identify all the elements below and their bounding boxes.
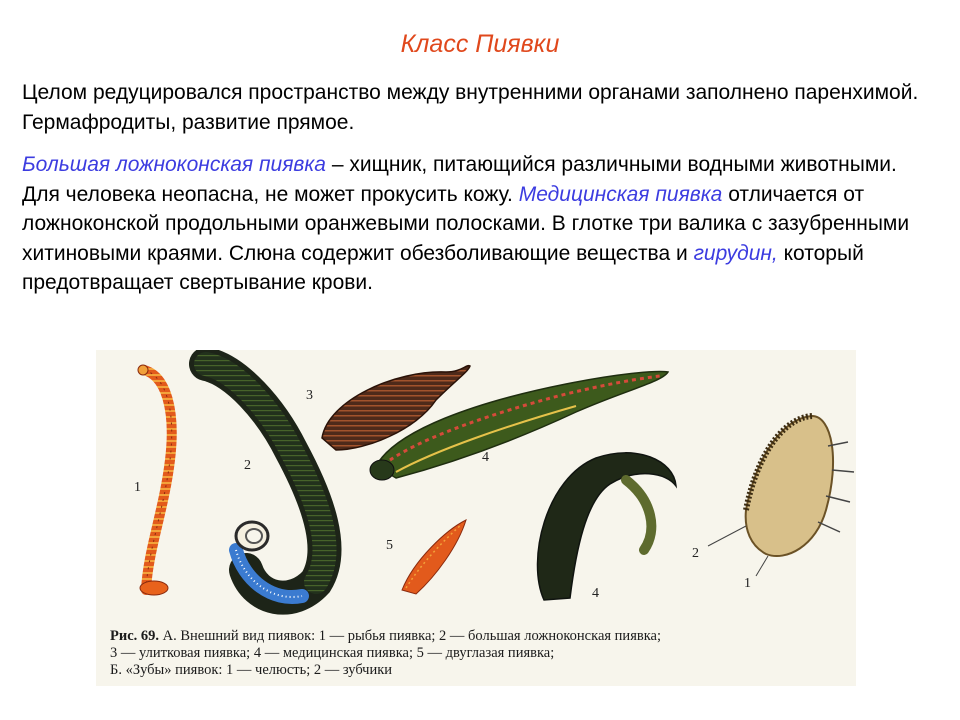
- label-5: 5: [386, 538, 393, 553]
- text-medical-leech-desc: отличается от ложноконской продольными оранжевыми полосками. В глотке три валика с зазубренными хитиновыми краями. Слюна содержит обезболивающие вещества и: [22, 182, 910, 265]
- slide-title: Класс Пиявки: [400, 30, 560, 58]
- leeches-figure: [96, 350, 856, 686]
- fish-leech: [138, 365, 172, 595]
- label-4a: 4: [482, 450, 489, 465]
- text-horse-leech-desc: – хищник, питающийся различными водными животными. Для человека неопасна, не может прокусить кожу.: [22, 153, 897, 206]
- caption-line-1: А. Внешний вид пиявок: 1 — рыбья пиявка; 2 — большая ложноконская пиявка;: [159, 628, 662, 644]
- leech-jaw: [708, 416, 854, 576]
- label-jaw-2: 2: [692, 546, 699, 561]
- two-eyed-leech: [402, 520, 466, 594]
- caption-figure-number: Рис. 69.: [110, 628, 160, 644]
- paragraph-coelom: Целом редуцировался пространство между внутренними органами заполнено паренхимой. Гермафродиты, развитие прямое.: [22, 81, 919, 134]
- label-3: 3: [306, 388, 313, 403]
- term-horse-leech: Большая ложноконская пиявка: [22, 153, 326, 176]
- text-hirudin-desc: который предотвращает свертывание крови.: [22, 241, 864, 294]
- label-2: 2: [244, 458, 251, 473]
- caption-line-3: Б. «Зубы» пиявок: 1 — челюсть; 2 — зубчики: [110, 662, 393, 678]
- term-hirudin: гирудин,: [693, 241, 778, 265]
- label-4b: 4: [592, 586, 599, 601]
- caption-line-2: 3 — улитковая пиявка; 4 — медицинская пиявка; 5 — двуглазая пиявка;: [110, 645, 555, 661]
- paragraph-leeches: [22, 150, 927, 298]
- label-jaw-1: 1: [744, 576, 751, 591]
- medical-leech-curled: [537, 453, 676, 600]
- label-1: 1: [134, 480, 141, 495]
- term-medical-leech: Медицинская пиявка: [518, 182, 723, 206]
- figure-caption: [110, 628, 850, 679]
